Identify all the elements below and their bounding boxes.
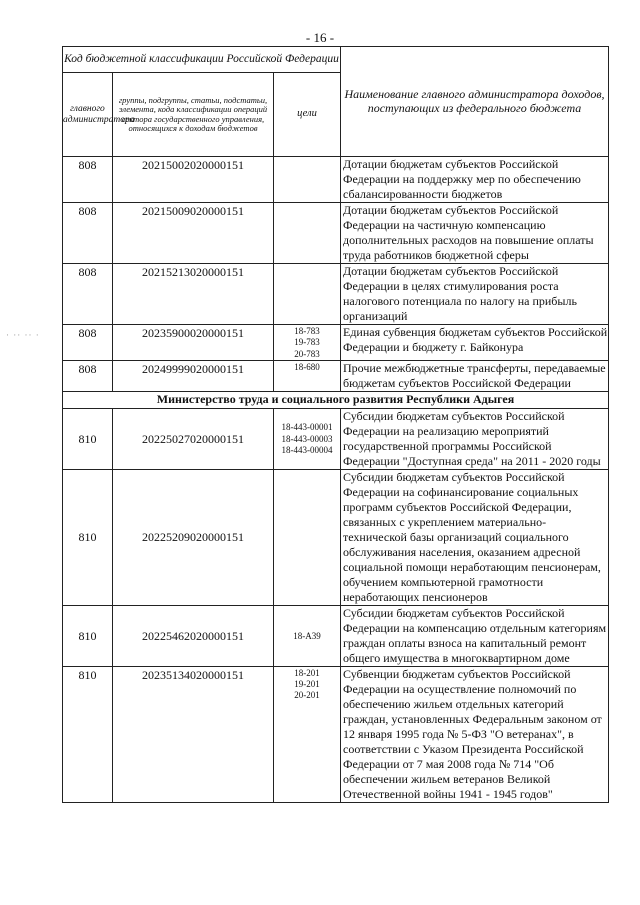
classification-code-cell: 20235900020000151 <box>113 325 274 361</box>
table-row <box>63 408 609 469</box>
goal-code-cell <box>274 203 341 264</box>
admin-code-cell: 810 <box>63 605 113 666</box>
classification-code-cell: 20215009020000151 <box>113 203 274 264</box>
table-row <box>63 157 609 203</box>
table-row <box>63 203 609 264</box>
scan-artifact: · ·· ·· · <box>6 330 40 340</box>
goal-code-cell: 18-680 <box>274 360 341 391</box>
header-goal-column: цели <box>274 73 341 157</box>
table-row <box>63 325 609 361</box>
table-row <box>63 264 609 325</box>
goal-code-cell <box>274 264 341 325</box>
classification-code-cell: 20215213020000151 <box>113 264 274 325</box>
revenue-name-cell: Субсидии бюджетам субъектов Российской Федерации на софинансирование социальных программ субъектов Российской Федерации, связанных с укреплением материально-технической базы организаций социального обслуживания населения, оказанием адресной социальной помощи неработающим пенсионерам, обучением компьютерной грамотности неработающих пенсионеров <box>341 469 609 605</box>
admin-code-cell: 808 <box>63 325 113 361</box>
revenue-name-cell: Дотации бюджетам субъектов Российской Федерации на поддержку мер по обеспечению сбалансированности бюджетов <box>341 157 609 203</box>
classification-code-cell: 20225209020000151 <box>113 469 274 605</box>
admin-code-cell: 810 <box>63 666 113 802</box>
revenue-name-cell: Прочие межбюджетные трансферты, передаваемые бюджетам субъектов Российской Федерации <box>341 360 609 391</box>
table-row <box>63 360 609 391</box>
classification-code-cell: 20249999020000151 <box>113 360 274 391</box>
classification-code-cell: 20235134020000151 <box>113 666 274 802</box>
revenue-name-cell: Субвенции бюджетам субъектов Российской Федерации на осуществление полномочий по обеспечению жильем отдельных категорий граждан, установленных Федеральным законом от 12 января 1995 года № 5-ФЗ "О ветеранах", в соответствии с Указом Президента Российской Федерации от 7 мая 2008 года № 714 "Об обеспечении жильем ветеранов Великой Отечественной войны 1941 - 1945 годов" <box>341 666 609 802</box>
section-title: Министерство труда и социального развития Республики Адыгея <box>63 391 609 408</box>
admin-code-cell: 808 <box>63 157 113 203</box>
header-row-1 <box>63 47 609 73</box>
revenue-name-cell: Единая субвенция бюджетам субъектов Российской Федерации и бюджету г. Байконура <box>341 325 609 361</box>
goal-code-cell: 18-783 19-783 20-783 <box>274 325 341 361</box>
goal-code-cell <box>274 157 341 203</box>
header-admin-column: главного администратора <box>63 73 113 157</box>
admin-code-cell: 808 <box>63 264 113 325</box>
admin-code-cell: 810 <box>63 469 113 605</box>
admin-code-cell: 808 <box>63 203 113 264</box>
section-row <box>63 391 609 408</box>
table-row <box>63 605 609 666</box>
header-name-column: Наименование главного администратора доходов, поступающих из федерального бюджета <box>341 47 609 157</box>
revenue-name-cell: Дотации бюджетам субъектов Российской Федерации в целях стимулирования роста налогового потенциала по налогу на прибыль организаций <box>341 264 609 325</box>
goal-code-cell: 18-443-00001 18-443-00003 18-443-00004 <box>274 408 341 469</box>
header-group-title: Код бюджетной классификации Российской Федерации <box>63 47 341 73</box>
budget-classification-table <box>62 46 609 803</box>
classification-code-cell: 20225027020000151 <box>113 408 274 469</box>
revenue-name-cell: Субсидии бюджетам субъектов Российской Федерации на компенсацию отдельным категориям граждан оплаты взноса на капитальный ремонт общего имущества в многоквартирном доме <box>341 605 609 666</box>
goal-code-cell: 18-А39 <box>274 605 341 666</box>
admin-code-cell: 810 <box>63 408 113 469</box>
classification-code-cell: 20215002020000151 <box>113 157 274 203</box>
page-number: - 16 - <box>305 30 335 45</box>
revenue-name-cell: Субсидии бюджетам субъектов Российской Федерации на реализацию мероприятий государственной программы Российской Федерации "Доступная среда" на 2011 - 2020 годы <box>341 408 609 469</box>
revenue-name-cell: Дотации бюджетам субъектов Российской Федерации на частичную компенсацию дополнительных расходов на повышение оплаты труда работников бюджетной сферы <box>341 203 609 264</box>
classification-code-cell: 20225462020000151 <box>113 605 274 666</box>
goal-code-cell: 18-201 19-201 20-201 <box>274 666 341 802</box>
table-row <box>63 469 609 605</box>
goal-code-cell <box>274 469 341 605</box>
table-row <box>63 666 609 802</box>
admin-code-cell: 808 <box>63 360 113 391</box>
header-type-column: группы, подгруппы, статьи, подстатьи, элемента, кода классификации операций сектора государственного управления, относящихся к доходам бюджетов <box>113 73 274 157</box>
